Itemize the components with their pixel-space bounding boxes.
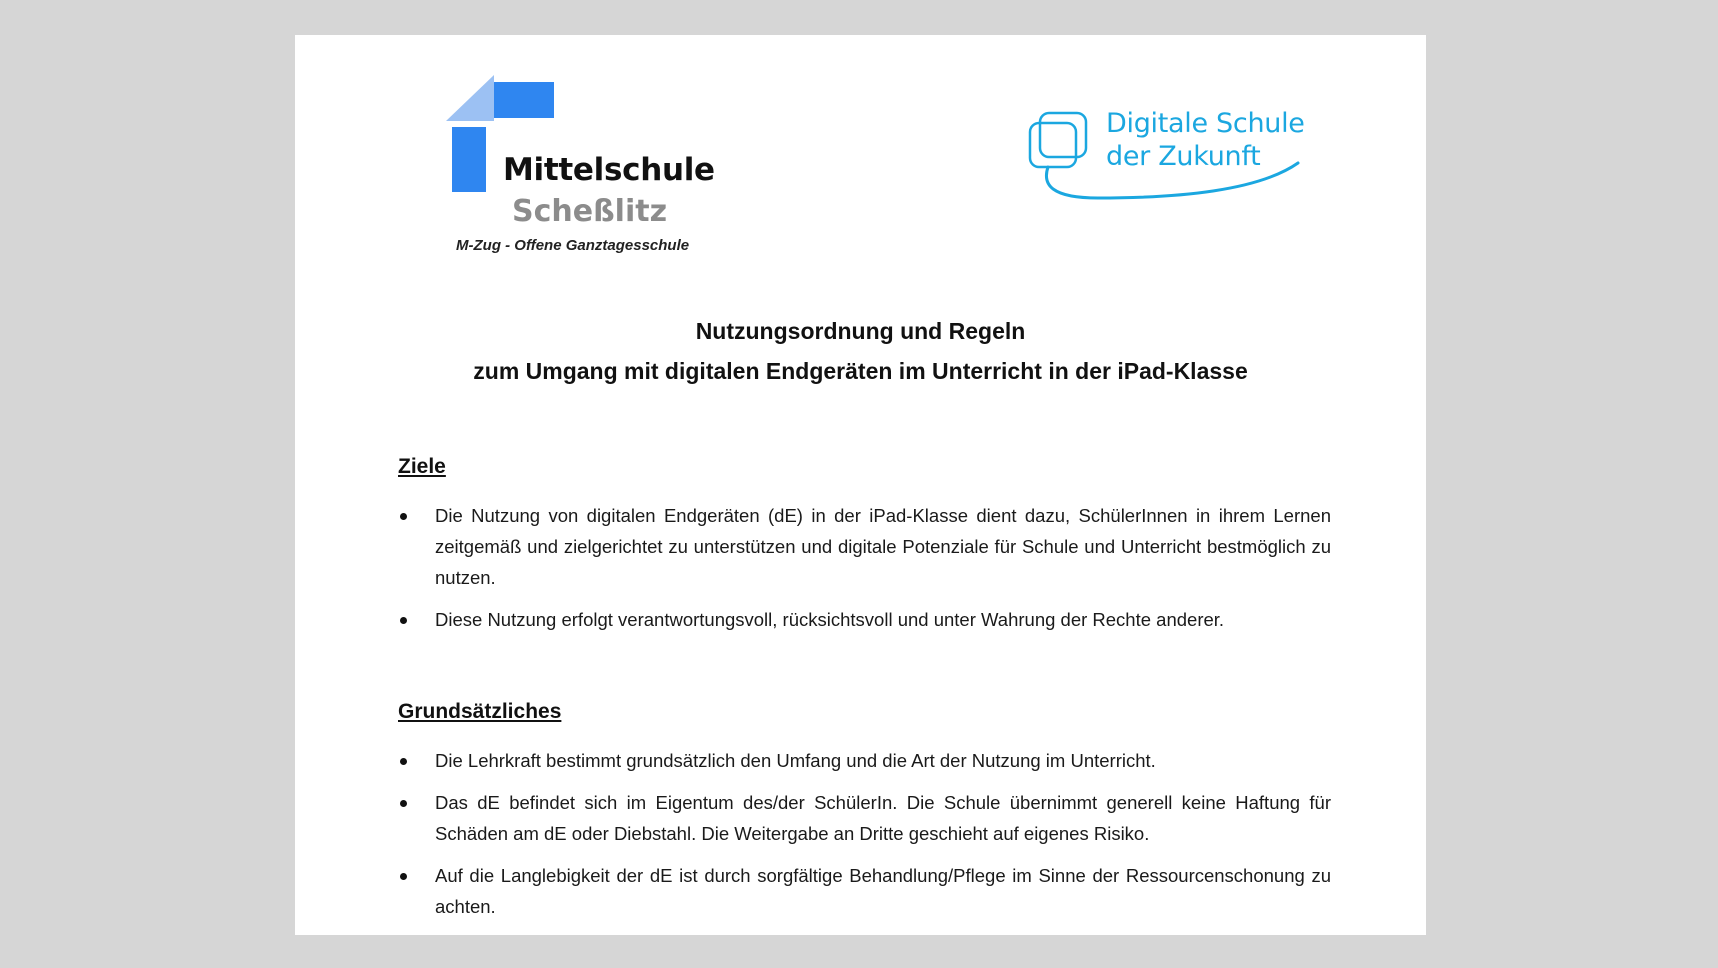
school-name: Mittelschule bbox=[503, 152, 715, 188]
list-item bbox=[398, 745, 1331, 776]
document-page bbox=[295, 35, 1426, 935]
school-city: Scheßlitz bbox=[512, 194, 668, 229]
list-item-text: Das dE befindet sich im Eigentum des/der SchülerIn. Die Schule übernimmt generell keine Haftung für Schäden am dE oder Diebstahl. Die Weitergabe an Dritte geschieht auf eigenes Risiko. bbox=[435, 792, 1331, 844]
ziele-list bbox=[398, 500, 1331, 646]
list-item bbox=[398, 860, 1331, 922]
section-heading-grundsaetzliches: Grundsätzliches bbox=[398, 700, 562, 723]
list-item-text: Diese Nutzung erfolgt verantwortungsvoll, rücksichtsvoll und unter Wahrung der Rechte anderer. bbox=[435, 609, 1225, 630]
bullet-icon bbox=[400, 617, 407, 624]
bullet-icon bbox=[400, 873, 407, 880]
document-subtitle: zum Umgang mit digitalen Endgeräten im Unterricht in der iPad-Klasse bbox=[473, 358, 1248, 384]
list-item-text: Die Nutzung von digitalen Endgeräten (dE) in der iPad-Klasse dient dazu, SchülerInnen in ihrem Lernen zeitgemäß und zielgerichtet zu unterstützen und digitale Potenziale für Schule und Unterricht bestmöglich zu nutzen. bbox=[435, 505, 1331, 588]
digital-school-line1: Digitale Schule bbox=[1106, 108, 1305, 139]
list-item bbox=[398, 500, 1331, 593]
section-heading-ziele: Ziele bbox=[398, 455, 446, 478]
bullet-icon bbox=[400, 800, 407, 807]
bullet-icon bbox=[400, 513, 407, 520]
list-item-text: Die Lehrkraft bestimmt grundsätzlich den Umfang und die Art der Nutzung im Unterricht. bbox=[435, 750, 1156, 771]
digital-school-logo bbox=[1028, 105, 1318, 215]
digital-school-line2: der Zukunft bbox=[1106, 141, 1261, 172]
bullet-icon bbox=[400, 758, 407, 765]
school-logo bbox=[446, 75, 726, 254]
list-item bbox=[398, 604, 1331, 635]
list-item bbox=[398, 787, 1331, 849]
grundsaetzliches-list bbox=[398, 745, 1331, 933]
list-item-text: Auf die Langlebigkeit der dE ist durch sorgfältige Behandlung/Pflege im Sinne der Ressourcenschonung zu achten. bbox=[435, 865, 1331, 917]
school-subtitle: M-Zug - Offene Ganztagesschule bbox=[456, 237, 690, 254]
document-title: Nutzungsordnung und Regeln bbox=[695, 318, 1026, 344]
